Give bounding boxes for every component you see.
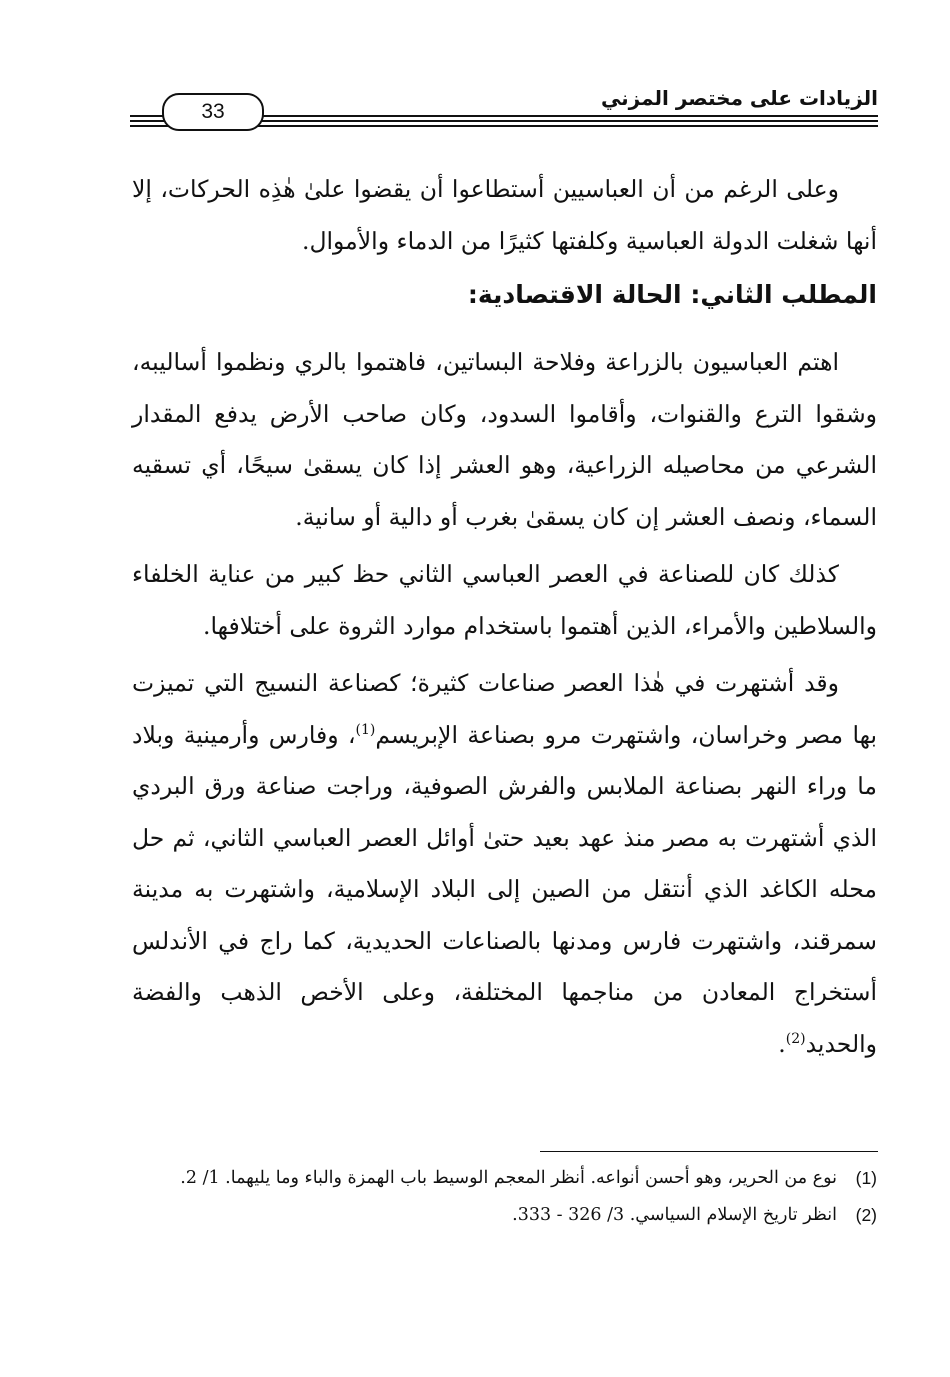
running-title: الزيادات على مختصر المزني: [600, 86, 878, 110]
page-number: 33: [162, 93, 264, 131]
intro-paragraph: وعلى الرغم من أن العباسيين أستطاعوا أن يقضوا علىٰ هٰذِه الحركات، إلا أنها شغلت الدولة العباسية وكلفتها كثيرًا من الدماء والأموال.: [132, 175, 877, 255]
footnote-number: (1): [855, 1168, 877, 1188]
paragraph-crafts-part-1: وقد أشتهرت في هٰذا العصر صناعات كثيرة؛ كصناعة النسيج التي تميزت بها مصر وخراسان، واشتهرت مرو بصناعة الإبريسم: [132, 669, 877, 749]
footnote-1: [132, 1160, 877, 1197]
section-heading: المطلب الثاني: الحالة الاقتصادية:: [467, 280, 877, 309]
footnote-ref-2[interactable]: (2): [785, 1030, 806, 1047]
footnote-number: (2): [855, 1205, 877, 1225]
footnotes: [132, 1160, 877, 1234]
running-header: [130, 86, 878, 130]
paragraph-crafts: [132, 658, 877, 1070]
footnote-text: انظر تاريخ الإسلام السياسي. 3/ 326 - 333.: [512, 1205, 837, 1225]
paragraph-agriculture: اهتم العباسيون بالزراعة وفلاحة البساتين، فاهتموا بالري ونظموا أساليبه، وشقوا الترع والقنوات، وأقاموا السدود، وكان صاحب الأرض يدفع المقدار الشرعي من محاصيله الزراعية، وهو العشر إذا كان يسقىٰ سيحًا، أي تسقيه السماء، ونصف العشر إن كان يسقىٰ بغرب أو دالية أو سانية.: [132, 348, 877, 531]
footnote-2: [132, 1197, 877, 1234]
footnote-separator: [540, 1151, 878, 1152]
paragraph-crafts-part-3: .: [778, 1029, 786, 1058]
paragraph-industry: كذلك كان للصناعة في العصر العباسي الثاني حظ كبير من عناية الخلفاء والسلاطين والأمراء، الذين أهتموا باستخدام موارد الثروة على أختلافها.: [132, 560, 877, 640]
paragraph-crafts-part-2: ، وفارس وأرمينية وبلاد ما وراء النهر بصناعة الملابس والفرش الصوفية، وراجت صناعة ورق البردي الذي أشتهرت به مصر منذ عهد بعيد حتىٰ أوائل العصر العباسي الثاني، ثم حل محله الكاغد الذي أنتقل من الصين إلى البلاد الإسلامية، واشتهرت به مدينة سمرقند، واشتهرت فارس ومدنها بالصناعات الحديدية، كما راج في الأندلس أستخراج المعادن من مناجمها المختلفة، وعلى الأخص الذهب والفضة والحديد: [132, 720, 877, 1058]
footnote-ref-1[interactable]: (1): [355, 721, 376, 738]
main-text: [132, 164, 877, 1070]
footnote-text: نوع من الحرير، وهو أحسن أنواعه. أنظر المعجم الوسيط باب الهمزة والباء وما يليهما. 1/ 2.: [180, 1168, 837, 1188]
